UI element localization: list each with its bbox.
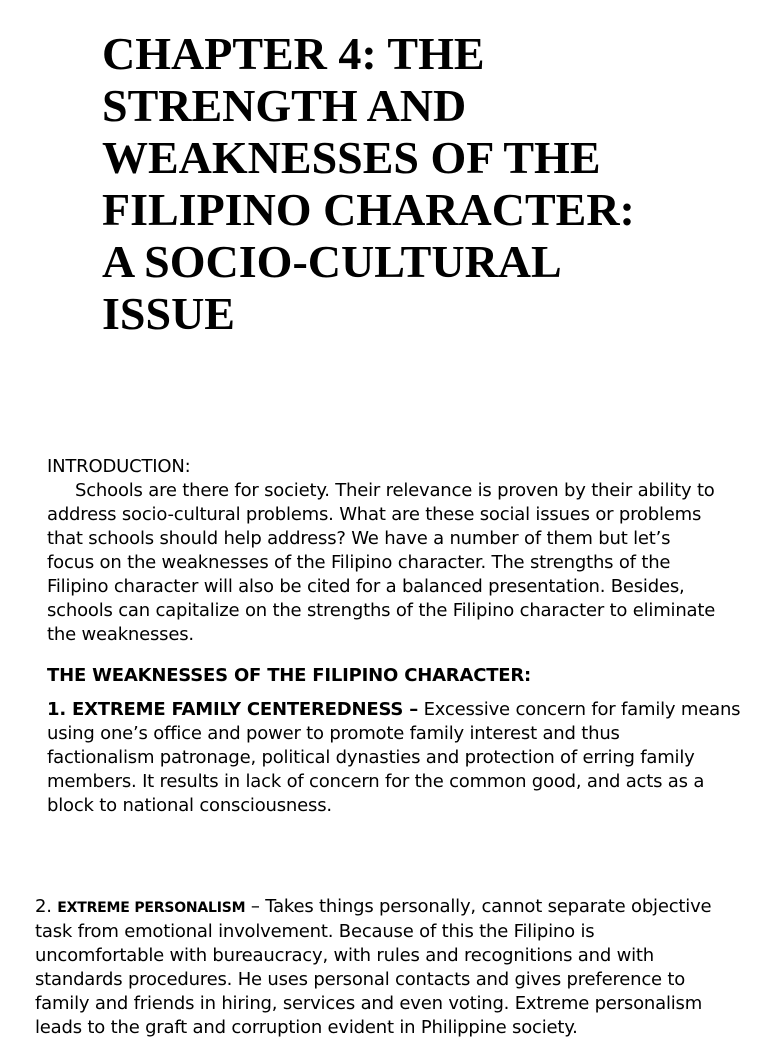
item-line: family and friends in hiring, services and even voting. Extreme personalism — [35, 993, 703, 1014]
chapter-title-line: ISSUE — [102, 288, 235, 339]
introduction-line: address socio-cultural problems. What are these social issues or problems — [47, 504, 702, 525]
introduction-line: focus on the weaknesses of the Filipino character. The strengths of the — [47, 552, 671, 573]
introduction-line: schools can capitalize on the strengths of the Filipino character to eliminate — [47, 600, 716, 621]
introduction-section — [47, 455, 747, 647]
weaknesses-heading-block — [47, 664, 747, 688]
weaknesses-heading: THE WEAKNESSES OF THE FILIPINO CHARACTER: — [47, 665, 532, 686]
item-number: 2. — [35, 896, 58, 917]
item-line: task from emotional involvement. Because of this the Filipino is — [35, 921, 595, 942]
chapter-title — [102, 28, 742, 340]
introduction-line: Schools are there for society. Their relevance is proven by their ability to — [75, 480, 715, 501]
introduction-line: Filipino character will also be cited for a balanced presentation. Besides, — [47, 576, 685, 597]
item-text: – Takes things personally, cannot separate objective — [245, 896, 712, 917]
chapter-title-line: FILIPINO CHARACTER: — [102, 184, 635, 235]
item-first-line — [47, 698, 747, 722]
item-line: members. It results in lack of concern for the common good, and acts as a — [47, 771, 705, 792]
weakness-item-2 — [35, 895, 735, 1040]
item-line: factionalism patronage, political dynasties and protection of erring family — [47, 747, 695, 768]
item-line: leads to the graft and corruption evident in Philippine society. — [35, 1017, 578, 1038]
introduction-line: that schools should help address? We have a number of them but let’s — [47, 528, 671, 549]
chapter-title-line: A SOCIO-CULTURAL — [102, 236, 562, 287]
weakness-item-1 — [47, 698, 747, 818]
chapter-title-line: STRENGTH AND — [102, 80, 467, 131]
item-label: EXTREME PERSONALISM — [57, 900, 246, 916]
item-text: Excessive concern for family means — [418, 699, 741, 720]
chapter-title-line: WEAKNESSES OF THE — [102, 132, 601, 183]
item-line: standards procedures. He uses personal contacts and gives preference to — [35, 969, 686, 990]
introduction-heading: INTRODUCTION: — [47, 456, 191, 477]
item-line: uncomfortable with bureaucracy, with rules and recognitions and with — [35, 945, 654, 966]
item-line: block to national consciousness. — [47, 795, 332, 816]
item-label: 1. EXTREME FAMILY CENTEREDNESS – — [47, 699, 419, 720]
item-first-line — [35, 895, 735, 920]
introduction-line: the weaknesses. — [47, 624, 194, 645]
chapter-title-line: CHAPTER 4: THE — [102, 28, 485, 79]
item-line: using one’s office and power to promote family interest and thus — [47, 723, 620, 744]
